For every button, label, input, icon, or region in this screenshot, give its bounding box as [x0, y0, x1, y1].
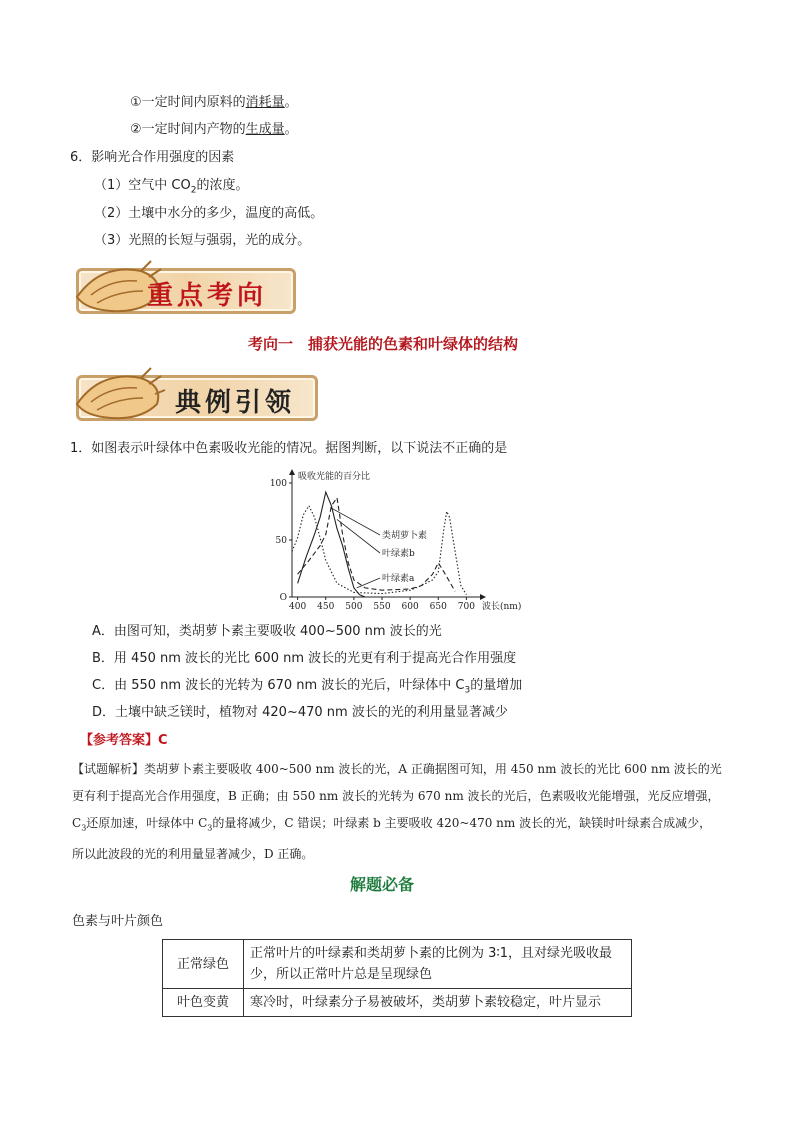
- conch-shell-icon: [71, 364, 167, 428]
- x-axis-label: 波长(nm): [482, 602, 522, 612]
- section-heading: 6．影响光合作用强度的因素: [70, 150, 235, 165]
- topic-title: 考向一 捕获光能的色素和叶绿体的结构: [248, 335, 519, 353]
- intro-item-2: ②一定时间内产物的生成量。: [130, 122, 298, 137]
- y-tick-label: O: [279, 593, 287, 603]
- banner-key-points: [76, 268, 296, 314]
- underlined-term: 生成量: [245, 122, 285, 137]
- row-label: 正常绿色: [163, 940, 244, 989]
- leader-line: [331, 508, 380, 535]
- underlined-term: 消耗量: [245, 95, 285, 110]
- y-axis-label: 吸收光能的百分比: [298, 472, 371, 482]
- color-table: [162, 939, 632, 1017]
- color-heading: 色素与叶片颜色: [72, 914, 164, 929]
- option-d: D．土壤中缺乏镁时，植物对 420~470 nm 波长的光的利用量显著减少: [92, 705, 508, 720]
- x-tick-label: 400: [289, 602, 307, 612]
- row-label: 叶色变黄: [163, 989, 244, 1017]
- series-label: 叶绿素a: [382, 574, 415, 584]
- y-tick-label: 50: [275, 536, 287, 546]
- series-label: 类胡萝卜素: [382, 531, 428, 541]
- explanation: 【试题解析】类胡萝卜素主要吸收 400~500 nm 波长的光，A 正确据图可知，用 450 nm 波长的光比 600 nm 波长的光更有利于提高光合作用强度，B 正确；由 550 nm 波长的光转为 670 nm 波长的光后，色素吸收光能增强，光反应增强，$C_3$还原加速，叶绿体中 $C_3$的量将减少，C 错误；叶绿素 b 主要吸收 420~470 nm 波长的光，缺镁时叶绿素合成减少，所以此波段的光的利用量显著减少，D 正确。: [72, 762, 722, 862]
- x-tick-label: 550: [373, 602, 391, 612]
- table-row: [163, 989, 632, 1017]
- absorption-chart: [262, 465, 530, 615]
- intro-item-1: ①一定时间内原料的消耗量。: [130, 95, 298, 110]
- option-c: C．由 550 nm 波长的光转为 670 nm 波长的光后，叶绿体中 $C_3$的量增加: [92, 678, 523, 696]
- question-stem: 1．如图表示叶绿体中色素吸收光能的情况。据图判断，以下说法不正确的是: [70, 441, 508, 456]
- x-tick-label: 500: [345, 602, 363, 612]
- row-text: 正常叶片的叶绿素和类胡萝卜素的比例为 3∶1，且对绿光吸收最少，所以正常叶片总是呈现绿色: [244, 940, 632, 989]
- x-tick-label: 700: [457, 602, 475, 612]
- x-tick-label: 450: [317, 602, 335, 612]
- x-axis-arrow: [480, 594, 486, 600]
- factor-2: （2）土壤中水分的多少，温度的高低。: [94, 206, 324, 221]
- y-axis-arrow: [289, 469, 295, 475]
- table-row: [163, 940, 632, 989]
- factor-3: （3）光照的长短与强弱，光的成分。: [94, 233, 311, 248]
- series-label: 叶绿素b: [382, 549, 415, 559]
- y-tick-label: 100: [269, 479, 287, 489]
- banner-title: 典例引领: [175, 388, 296, 418]
- x-tick-label: 650: [429, 602, 447, 612]
- leader-line: [357, 578, 380, 588]
- factor-1: （1）空气中 $CO_2$的浓度。: [94, 178, 249, 196]
- banner-examples: [76, 375, 318, 421]
- essentials-title: 解题必备: [350, 875, 415, 894]
- banner-title: 重点考向: [147, 281, 268, 311]
- series-line: [292, 506, 466, 595]
- option-b: B．用 450 nm 波长的光比 600 nm 波长的光更有利于提高光合作用强度: [92, 651, 517, 666]
- option-a: A．由图可知，类胡萝卜素主要吸收 400~500 nm 波长的光: [92, 624, 442, 639]
- x-tick-label: 600: [401, 602, 419, 612]
- answer-label: 【参考答案】C: [80, 733, 168, 748]
- row-text: 寒冷时，叶绿素分子易被破坏，类胡萝卜素较稳定，叶片显示: [244, 989, 632, 1017]
